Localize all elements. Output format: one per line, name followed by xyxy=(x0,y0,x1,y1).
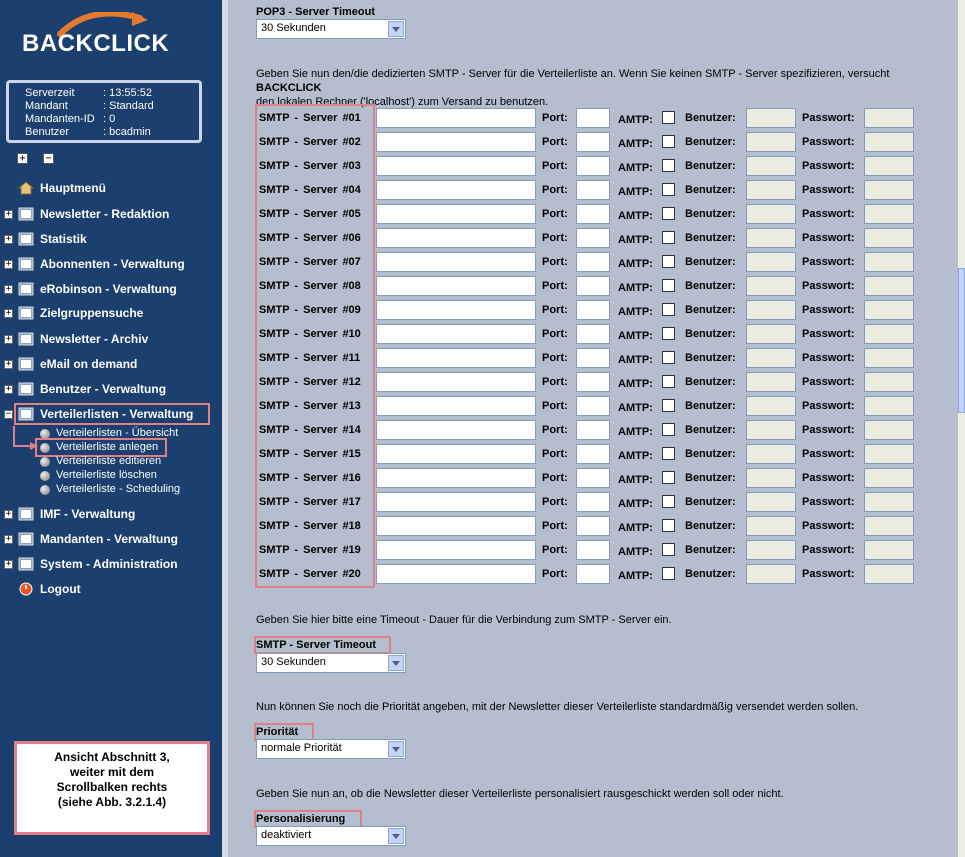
collapse-icon[interactable]: − xyxy=(5,409,12,419)
expand-icon[interactable]: + xyxy=(5,308,12,318)
amtp-checkbox[interactable] xyxy=(662,135,675,148)
smtp-host-input[interactable] xyxy=(376,204,536,224)
amtp-label: AMTP: xyxy=(618,330,653,342)
personal-label: Personalisierung xyxy=(256,813,346,825)
smtp-host-input[interactable] xyxy=(376,132,536,152)
nav-logout[interactable]: Logout xyxy=(0,580,222,600)
expand-all-button[interactable]: + xyxy=(17,153,28,164)
port-label: Port: xyxy=(542,424,568,436)
password-input[interactable] xyxy=(864,348,914,368)
expand-icon[interactable]: + xyxy=(5,209,12,219)
password-label: Passwort: xyxy=(802,376,855,388)
smtp-server-name: SMTP - Server #17 xyxy=(259,496,361,508)
amtp-label: AMTP: xyxy=(618,522,653,534)
folder-icon xyxy=(18,507,34,521)
folder-icon xyxy=(18,532,34,546)
user-label: Benutzer: xyxy=(685,544,736,556)
smtp-host-input[interactable] xyxy=(376,228,536,248)
smtp-host-input[interactable] xyxy=(376,540,536,560)
user-label: Benutzer: xyxy=(685,136,736,148)
port-input[interactable] xyxy=(576,468,610,488)
user-label: Benutzer: xyxy=(685,448,736,460)
smtp-host-input[interactable] xyxy=(376,420,536,440)
bullet-icon xyxy=(40,457,50,467)
password-input[interactable] xyxy=(864,156,914,176)
smtp-server-row xyxy=(228,539,928,563)
folder-icon xyxy=(18,306,34,320)
password-label: Passwort: xyxy=(802,160,855,172)
password-input[interactable] xyxy=(864,300,914,320)
smtp-host-input[interactable] xyxy=(376,468,536,488)
smtp-server-name: SMTP - Server #02 xyxy=(259,136,361,148)
user-input[interactable] xyxy=(746,252,796,272)
bullet-icon xyxy=(40,485,50,495)
password-input[interactable] xyxy=(864,204,914,224)
amtp-checkbox[interactable] xyxy=(662,279,675,292)
smtp-server-name: SMTP - Server #16 xyxy=(259,472,361,484)
pop3-timeout-label: POP3 - Server Timeout xyxy=(256,6,376,18)
port-label: Port: xyxy=(542,280,568,292)
user-input[interactable] xyxy=(746,276,796,296)
nav-abonnenten-verwaltung[interactable]: + Abonnenten - Verwaltung xyxy=(5,257,185,271)
amtp-checkbox[interactable] xyxy=(662,447,675,460)
smtp-server-name: SMTP - Server #19 xyxy=(259,544,361,556)
expand-icon[interactable]: + xyxy=(5,259,12,269)
smtp-server-row xyxy=(228,203,928,227)
nav-benutzer-verwaltung[interactable]: + Benutzer - Verwaltung xyxy=(5,382,167,396)
user-input[interactable] xyxy=(746,372,796,392)
nav-erobinson-verwaltung[interactable]: + eRobinson - Verwaltung xyxy=(5,282,177,296)
smtp-server-row xyxy=(228,563,928,587)
smtp-server-row xyxy=(228,467,928,491)
port-input[interactable] xyxy=(576,156,610,176)
user-input[interactable] xyxy=(746,492,796,512)
chevron-down-icon[interactable] xyxy=(388,828,404,844)
amtp-label: AMTP: xyxy=(618,258,653,270)
scrollbar-thumb[interactable] xyxy=(958,268,965,413)
smtp-server-row xyxy=(228,347,928,371)
amtp-label: AMTP: xyxy=(618,210,653,222)
password-input[interactable] xyxy=(864,180,914,200)
expand-icon[interactable]: + xyxy=(5,384,12,394)
port-label: Port: xyxy=(542,448,568,460)
smtp-intro-text: Geben Sie nun den/die dedizierten SMTP - Server für die Verteilerliste an. Wenn Sie keinen SMTP - Server spezifizieren, versucht BACKCLICK den lokalen Rechner ('localhost') zum Versand zu benutzen. xyxy=(256,68,890,108)
smtp-server-name: SMTP - Server #14 xyxy=(259,424,361,436)
password-label: Passwort: xyxy=(802,112,855,124)
password-input[interactable] xyxy=(864,324,914,344)
vertical-scrollbar[interactable] xyxy=(958,0,965,857)
smtp-server-row xyxy=(228,275,928,299)
sidebar: BACKCLICK Serverzeit : 13:55:52 Mandant : Standard Mandanten-ID : 0 Benutzer : bcadmin + − Hauptmenü + Newsletter - Redaktion + Statistik + Abonnenten - Verwaltung + eRobinson - Verwaltung + Zielgruppensuche + Newsletter - Archiv + eMail on demand + Benutzer - Verwaltung − Verteilerlisten - Verwaltung Verteilerlisten - Übersicht Verteilerliste anlegen Verteilerliste editieren Verteilerliste löschen Verteilerliste - Scheduling + IMF - Verwaltung + Mandanten - Verwaltung + System - Administration Logout Ansicht Abschnitt 3, weiter mit dem Scrollbalken rechts (siehe Abb. 3.2.1.4) xyxy=(0,0,222,857)
smtp-server-row xyxy=(228,491,928,515)
port-input[interactable] xyxy=(576,396,610,416)
amtp-checkbox[interactable] xyxy=(662,471,675,484)
folder-icon xyxy=(18,357,34,371)
nav-mandanten-verwaltung[interactable]: + Mandanten - Verwaltung xyxy=(5,532,179,546)
annotation-note: Ansicht Abschnitt 3, weiter mit dem Scrollbalken rechts (siehe Abb. 3.2.1.4) xyxy=(14,741,210,835)
port-input[interactable] xyxy=(576,444,610,464)
user-input[interactable] xyxy=(746,180,796,200)
amtp-label: AMTP: xyxy=(618,450,653,462)
smtp-timeout-select[interactable]: 30 Sekunden xyxy=(256,653,406,673)
logo-text: BACKCLICK xyxy=(22,30,170,57)
user-label: Benutzer: xyxy=(685,568,736,580)
folder-icon xyxy=(18,382,34,396)
port-label: Port: xyxy=(542,256,568,268)
expand-icon[interactable]: + xyxy=(5,334,12,344)
port-label: Port: xyxy=(542,568,568,580)
amtp-label: AMTP: xyxy=(618,138,653,150)
port-label: Port: xyxy=(542,520,568,532)
smtp-server-row xyxy=(228,179,928,203)
amtp-checkbox[interactable] xyxy=(662,159,675,172)
password-input[interactable] xyxy=(864,276,914,296)
folder-icon xyxy=(18,282,34,296)
personal-select[interactable]: deaktiviert xyxy=(256,826,406,846)
port-input[interactable] xyxy=(576,252,610,272)
password-label: Passwort: xyxy=(802,232,855,244)
smtp-server-name: SMTP - Server #09 xyxy=(259,304,361,316)
folder-icon xyxy=(18,207,34,221)
smtp-server-row xyxy=(228,323,928,347)
smtp-server-name: SMTP - Server #01 xyxy=(259,112,361,124)
expand-icon[interactable]: + xyxy=(5,509,12,519)
port-input[interactable] xyxy=(576,372,610,392)
amtp-checkbox[interactable] xyxy=(662,375,675,388)
nav-zielgruppensuche[interactable]: + Zielgruppensuche xyxy=(5,306,144,320)
port-input[interactable] xyxy=(576,324,610,344)
chevron-down-icon[interactable] xyxy=(388,21,404,37)
highlight-verteilerlisten xyxy=(14,403,210,425)
user-label: Benutzer: xyxy=(685,256,736,268)
password-label: Passwort: xyxy=(802,328,855,340)
user-input[interactable] xyxy=(746,108,796,128)
smtp-server-name: SMTP - Server #08 xyxy=(259,280,361,292)
port-label: Port: xyxy=(542,160,568,172)
port-label: Port: xyxy=(542,376,568,388)
password-input[interactable] xyxy=(864,396,914,416)
password-input[interactable] xyxy=(864,468,914,488)
port-label: Port: xyxy=(542,328,568,340)
port-label: Port: xyxy=(542,544,568,556)
port-input[interactable] xyxy=(576,420,610,440)
port-input[interactable] xyxy=(576,516,610,536)
user-input[interactable] xyxy=(746,444,796,464)
port-input[interactable] xyxy=(576,180,610,200)
smtp-server-row xyxy=(228,371,928,395)
smtp-host-input[interactable] xyxy=(376,300,536,320)
folder-icon xyxy=(18,232,34,246)
smtp-host-input[interactable] xyxy=(376,276,536,296)
user-label: Benutzer: xyxy=(685,112,736,124)
nav-newsletter-archiv[interactable]: + Newsletter - Archiv xyxy=(5,332,149,346)
user-input[interactable] xyxy=(746,300,796,320)
collapse-all-button[interactable]: − xyxy=(43,153,54,164)
smtp-server-name: SMTP - Server #20 xyxy=(259,568,361,580)
nav-newsletter-redaktion[interactable]: + Newsletter - Redaktion xyxy=(5,207,170,221)
user-label: Benutzer: xyxy=(685,208,736,220)
port-input[interactable] xyxy=(576,540,610,560)
smtp-server-row xyxy=(228,107,928,131)
smtp-host-input[interactable] xyxy=(376,396,536,416)
smtp-server-name: SMTP - Server #10 xyxy=(259,328,361,340)
smtp-server-row xyxy=(228,131,928,155)
password-input[interactable] xyxy=(864,492,914,512)
amtp-checkbox[interactable] xyxy=(662,495,675,508)
info-row-mandanten-id: Mandanten-ID : 0 xyxy=(25,113,116,125)
password-label: Passwort: xyxy=(802,136,855,148)
amtp-checkbox[interactable] xyxy=(662,423,675,436)
info-row-benutzer: Benutzer : bcadmin xyxy=(25,126,151,138)
chevron-down-icon[interactable] xyxy=(388,741,404,757)
password-label: Passwort: xyxy=(802,472,855,484)
backclick-logo xyxy=(20,12,180,72)
password-input[interactable] xyxy=(864,228,914,248)
port-input[interactable] xyxy=(576,300,610,320)
user-input[interactable] xyxy=(746,156,796,176)
password-label: Passwort: xyxy=(802,400,855,412)
smtp-server-name: SMTP - Server #15 xyxy=(259,448,361,460)
smtp-server-name: SMTP - Server #11 xyxy=(259,352,361,364)
password-input[interactable] xyxy=(864,564,914,584)
smtp-server-row xyxy=(228,443,928,467)
main-content xyxy=(228,0,958,857)
user-label: Benutzer: xyxy=(685,424,736,436)
password-label: Passwort: xyxy=(802,304,855,316)
port-label: Port: xyxy=(542,232,568,244)
amtp-checkbox[interactable] xyxy=(662,519,675,532)
user-label: Benutzer: xyxy=(685,472,736,484)
priority-label: Priorität xyxy=(256,726,299,738)
port-input[interactable] xyxy=(576,492,610,512)
smtp-server-name: SMTP - Server #13 xyxy=(259,400,361,412)
amtp-checkbox[interactable] xyxy=(662,351,675,364)
password-input[interactable] xyxy=(864,540,914,560)
amtp-checkbox[interactable] xyxy=(662,183,675,196)
bullet-icon xyxy=(40,471,50,481)
user-input[interactable] xyxy=(746,228,796,248)
home-icon xyxy=(18,181,34,195)
port-input[interactable] xyxy=(576,204,610,224)
user-label: Benutzer: xyxy=(685,520,736,532)
amtp-checkbox[interactable] xyxy=(662,543,675,556)
smtp-host-input[interactable] xyxy=(376,492,536,512)
smtp-host-input[interactable] xyxy=(376,108,536,128)
server-info-box xyxy=(6,80,202,143)
smtp-server-name: SMTP - Server #18 xyxy=(259,520,361,532)
port-label: Port: xyxy=(542,136,568,148)
password-label: Passwort: xyxy=(802,352,855,364)
user-label: Benutzer: xyxy=(685,352,736,364)
smtp-host-input[interactable] xyxy=(376,444,536,464)
expand-icon[interactable]: + xyxy=(5,359,12,369)
smtp-host-input[interactable] xyxy=(376,324,536,344)
amtp-checkbox[interactable] xyxy=(662,111,675,124)
user-input[interactable] xyxy=(746,516,796,536)
password-label: Passwort: xyxy=(802,496,855,508)
password-label: Passwort: xyxy=(802,280,855,292)
amtp-checkbox[interactable] xyxy=(662,327,675,340)
port-input[interactable] xyxy=(576,276,610,296)
smtp-host-input[interactable] xyxy=(376,180,536,200)
amtp-checkbox[interactable] xyxy=(662,231,675,244)
pop3-timeout-select[interactable]: 30 Sekunden xyxy=(256,19,406,39)
amtp-checkbox[interactable] xyxy=(662,207,675,220)
user-input[interactable] xyxy=(746,132,796,152)
amtp-label: AMTP: xyxy=(618,282,653,294)
smtp-host-input[interactable] xyxy=(376,156,536,176)
password-input[interactable] xyxy=(864,516,914,536)
user-input[interactable] xyxy=(746,348,796,368)
smtp-host-input[interactable] xyxy=(376,348,536,368)
smtp-server-row xyxy=(228,251,928,275)
user-input[interactable] xyxy=(746,420,796,440)
arrow-icon xyxy=(12,424,42,450)
user-input[interactable] xyxy=(746,468,796,488)
password-label: Passwort: xyxy=(802,544,855,556)
amtp-label: AMTP: xyxy=(618,162,653,174)
user-label: Benutzer: xyxy=(685,160,736,172)
power-icon xyxy=(18,582,34,596)
smtp-server-row xyxy=(228,395,928,419)
smtp-timeout-intro: Geben Sie hier bitte eine Timeout - Dauer für die Verbindung zum SMTP - Server ein. xyxy=(256,614,672,626)
amtp-label: AMTP: xyxy=(618,402,653,414)
smtp-server-name: SMTP - Server #12 xyxy=(259,376,361,388)
personal-intro: Geben Sie nun an, ob die Newsletter dieser Verteilerliste personalisiert rausgeschickt werden soll oder nicht. xyxy=(256,788,784,800)
port-label: Port: xyxy=(542,352,568,364)
password-input[interactable] xyxy=(864,420,914,440)
password-label: Passwort: xyxy=(802,520,855,532)
highlight-smtp-timeout xyxy=(254,636,391,654)
password-label: Passwort: xyxy=(802,568,855,580)
port-label: Port: xyxy=(542,304,568,316)
amtp-label: AMTP: xyxy=(618,354,653,366)
password-label: Passwort: xyxy=(802,256,855,268)
amtp-label: AMTP: xyxy=(618,474,653,486)
amtp-label: AMTP: xyxy=(618,426,653,438)
amtp-checkbox[interactable] xyxy=(662,567,675,580)
user-input[interactable] xyxy=(746,204,796,224)
smtp-host-input[interactable] xyxy=(376,252,536,272)
user-input[interactable] xyxy=(746,540,796,560)
smtp-timeout-label: SMTP - Server Timeout xyxy=(256,639,377,651)
port-input[interactable] xyxy=(576,228,610,248)
amtp-label: AMTP: xyxy=(618,378,653,390)
priority-intro: Nun können Sie noch die Priorität angeben, mit der Newsletter dieser Verteilerliste standardmäßig versendet werden sollen. xyxy=(256,701,859,713)
smtp-server-row xyxy=(228,227,928,251)
password-input[interactable] xyxy=(864,132,914,152)
smtp-server-name: SMTP - Server #05 xyxy=(259,208,361,220)
port-input[interactable] xyxy=(576,348,610,368)
amtp-checkbox[interactable] xyxy=(662,303,675,316)
smtp-server-row xyxy=(228,419,928,443)
user-label: Benutzer: xyxy=(685,400,736,412)
amtp-checkbox[interactable] xyxy=(662,255,675,268)
user-label: Benutzer: xyxy=(685,184,736,196)
user-label: Benutzer: xyxy=(685,376,736,388)
user-label: Benutzer: xyxy=(685,496,736,508)
smtp-host-input[interactable] xyxy=(376,516,536,536)
amtp-checkbox[interactable] xyxy=(662,399,675,412)
smtp-server-row xyxy=(228,299,928,323)
nav-verteilerlisten-verwaltung[interactable]: − Verteilerlisten - Verwaltung xyxy=(5,407,194,421)
user-label: Benutzer: xyxy=(685,328,736,340)
password-label: Passwort: xyxy=(802,424,855,436)
smtp-server-name: SMTP - Server #03 xyxy=(259,160,361,172)
user-input[interactable] xyxy=(746,396,796,416)
port-label: Port: xyxy=(542,184,568,196)
user-input[interactable] xyxy=(746,564,796,584)
amtp-label: AMTP: xyxy=(618,306,653,318)
user-label: Benutzer: xyxy=(685,232,736,244)
port-input[interactable] xyxy=(576,108,610,128)
amtp-label: AMTP: xyxy=(618,498,653,510)
password-input[interactable] xyxy=(864,372,914,392)
expand-icon[interactable]: + xyxy=(5,559,12,569)
expand-icon[interactable]: + xyxy=(5,534,12,544)
expand-icon[interactable]: + xyxy=(5,284,12,294)
folder-icon xyxy=(18,332,34,346)
smtp-server-name: SMTP - Server #06 xyxy=(259,232,361,244)
smtp-server-name: SMTP - Server #04 xyxy=(259,184,361,196)
password-label: Passwort: xyxy=(802,208,855,220)
folder-icon xyxy=(18,557,34,571)
expand-icon[interactable]: + xyxy=(5,234,12,244)
info-row-mandant: Mandant : Standard xyxy=(25,100,154,112)
user-input[interactable] xyxy=(746,324,796,344)
nav-imf-verwaltung[interactable]: + IMF - Verwaltung xyxy=(5,507,136,521)
amtp-label: AMTP: xyxy=(618,234,653,246)
user-label: Benutzer: xyxy=(685,280,736,292)
amtp-label: AMTP: xyxy=(618,186,653,198)
port-input[interactable] xyxy=(576,132,610,152)
priority-select[interactable]: normale Priorität xyxy=(256,739,406,759)
smtp-server-row xyxy=(228,155,928,179)
port-label: Port: xyxy=(542,208,568,220)
password-label: Passwort: xyxy=(802,448,855,460)
chevron-down-icon[interactable] xyxy=(388,655,404,671)
info-row-serverzeit: Serverzeit : 13:55:52 xyxy=(25,87,152,99)
smtp-server-row xyxy=(228,515,928,539)
password-input[interactable] xyxy=(864,444,914,464)
smtp-host-input[interactable] xyxy=(376,372,536,392)
password-label: Passwort: xyxy=(802,184,855,196)
user-label: Benutzer: xyxy=(685,304,736,316)
nav-email-on-demand[interactable]: + eMail on demand xyxy=(5,357,138,371)
amtp-label: AMTP: xyxy=(618,546,653,558)
amtp-label: AMTP: xyxy=(618,570,653,582)
nav-statistik[interactable]: + Statistik xyxy=(5,232,87,246)
amtp-label: AMTP: xyxy=(618,114,653,126)
password-input[interactable] xyxy=(864,252,914,272)
port-label: Port: xyxy=(542,496,568,508)
port-input[interactable] xyxy=(576,564,610,584)
folder-icon xyxy=(18,257,34,271)
smtp-server-name: SMTP - Server #07 xyxy=(259,256,361,268)
smtp-host-input[interactable] xyxy=(376,564,536,584)
nav-system-administration[interactable]: + System - Administration xyxy=(5,557,178,571)
port-label: Port: xyxy=(542,400,568,412)
password-input[interactable] xyxy=(864,108,914,128)
port-label: Port: xyxy=(542,112,568,124)
port-label: Port: xyxy=(542,472,568,484)
nav-hauptmenue[interactable]: Hauptmenü xyxy=(0,179,222,199)
